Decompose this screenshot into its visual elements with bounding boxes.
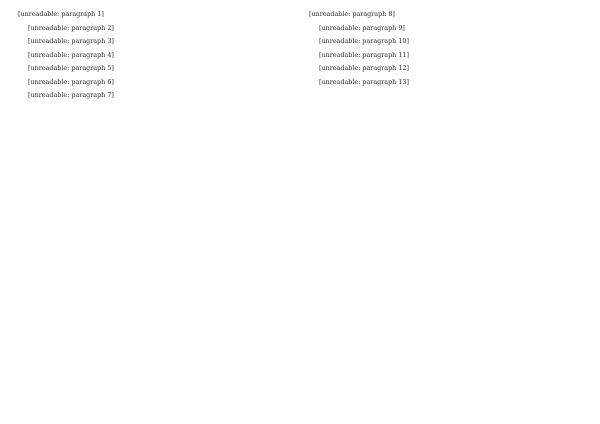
- paragraph: [unreadable: paragraph 8]: [309, 10, 395, 18]
- left-column: [18, 10, 291, 414]
- paragraph: [unreadable: paragraph 5]: [28, 64, 114, 73]
- paragraph: [unreadable: paragraph 11]: [319, 50, 409, 59]
- paragraph: [unreadable: paragraph 3]: [28, 37, 114, 46]
- text-columns: [18, 10, 582, 414]
- paragraph: [unreadable: paragraph 9]: [319, 23, 405, 32]
- paragraph: [unreadable: paragraph 2]: [28, 23, 114, 32]
- paragraph: [unreadable: paragraph 1]: [18, 10, 104, 18]
- paragraph: [unreadable: paragraph 4]: [28, 50, 114, 59]
- right-column: [309, 10, 582, 414]
- paragraph: [unreadable: paragraph 7]: [28, 91, 114, 100]
- paragraph: [unreadable: paragraph 6]: [28, 77, 114, 86]
- paragraph: [unreadable: paragraph 10]: [319, 37, 409, 46]
- paragraph: [unreadable: paragraph 12]: [319, 64, 409, 73]
- paragraph: [unreadable: paragraph 13]: [319, 77, 409, 86]
